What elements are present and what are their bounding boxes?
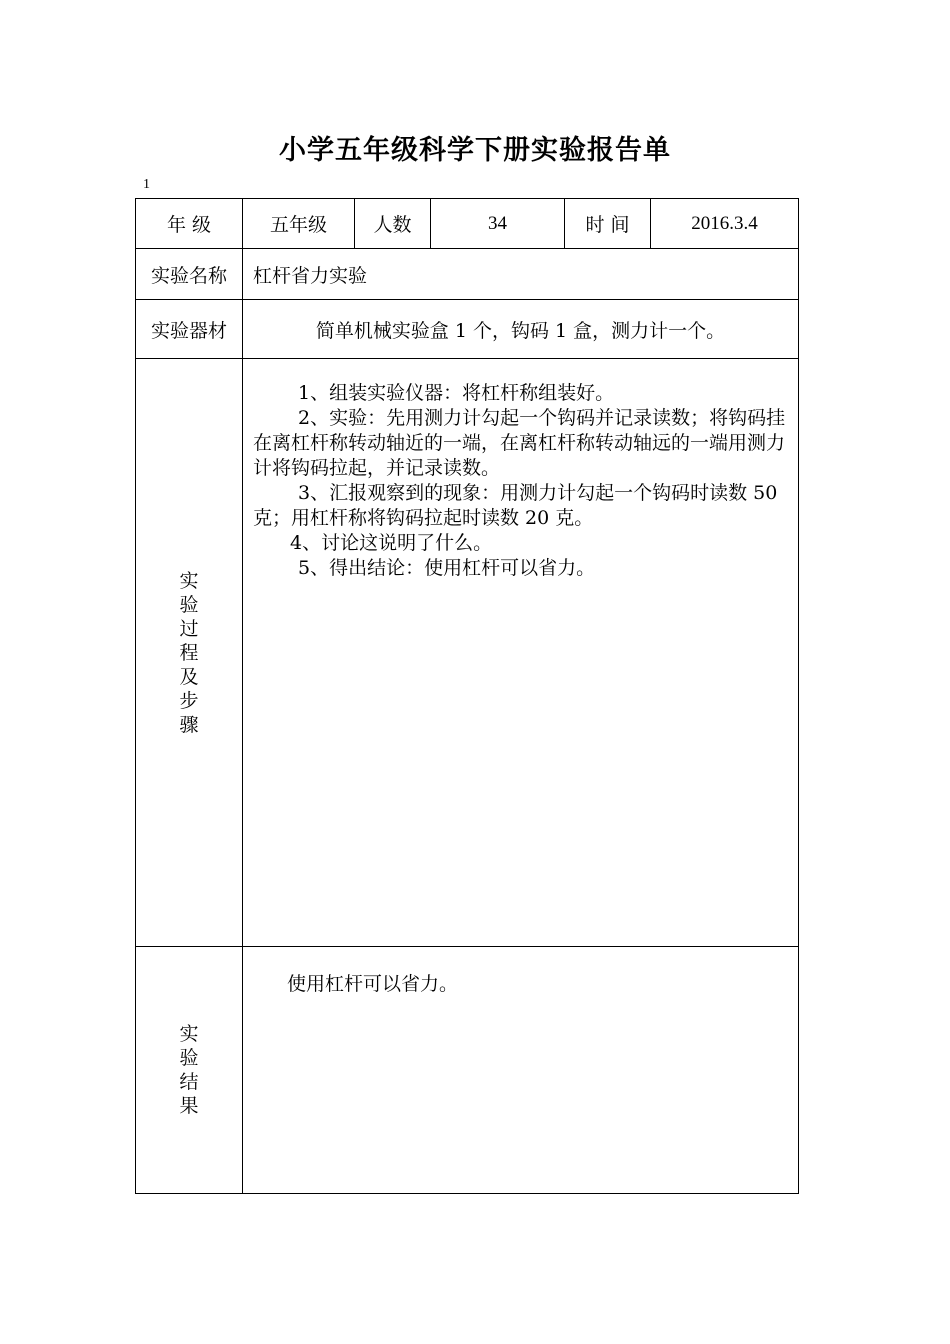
grade-value: 五年级 <box>243 199 355 249</box>
step-item: 1、组装实验仪器：将杠杆称组装好。 <box>298 382 615 404</box>
step-item: 5、得出结论：使用杠杆可以省力。 <box>298 557 596 579</box>
result-content <box>243 947 799 1194</box>
document-title: 小学五年级科学下册实验报告单 <box>279 135 671 166</box>
table-row-header-info <box>136 199 799 249</box>
table-row-equipment <box>136 300 799 359</box>
steps-label: 实验过程及步骤 <box>179 569 199 736</box>
time-value: 2016.3.4 <box>651 199 799 249</box>
result-value: 使用杠杆可以省力。 <box>287 973 459 995</box>
equipment-label: 实验器材 <box>136 300 243 359</box>
grade-label: 年 级 <box>136 199 243 249</box>
equipment-value: 简单机械实验盒 1 个，钩码 1 盒，测力计一个。 <box>243 300 799 359</box>
step-item: 2、实验：先用测力计勾起一个钩码并记录读数；将钩码挂在离杠杆称转动轴近的一端，在离杠杆称转动轴远的一端用测力计将钩码拉起，并记录读数。 <box>253 407 786 479</box>
steps-content <box>243 359 799 947</box>
result-label-cell <box>136 947 243 1194</box>
table-row-result <box>136 947 799 1194</box>
table-row-name <box>136 249 799 300</box>
count-label: 人数 <box>355 199 431 249</box>
page-number: 1 <box>143 177 150 192</box>
table-row-steps <box>136 359 799 947</box>
time-label: 时 间 <box>565 199 651 249</box>
report-table <box>135 198 799 1194</box>
result-label: 实验结果 <box>179 1023 199 1117</box>
step-item: 4、讨论这说明了什么。 <box>290 532 493 554</box>
step-item: 3、汇报观察到的现象：用测力计勾起一个钩码时读数 50 克；用杠杆称将钩码拉起时读数 20 克。 <box>253 482 778 529</box>
steps-label-cell <box>136 359 243 947</box>
count-value: 34 <box>431 199 565 249</box>
experiment-name-value: 杠杆省力实验 <box>243 249 799 300</box>
experiment-name-label: 实验名称 <box>136 249 243 300</box>
